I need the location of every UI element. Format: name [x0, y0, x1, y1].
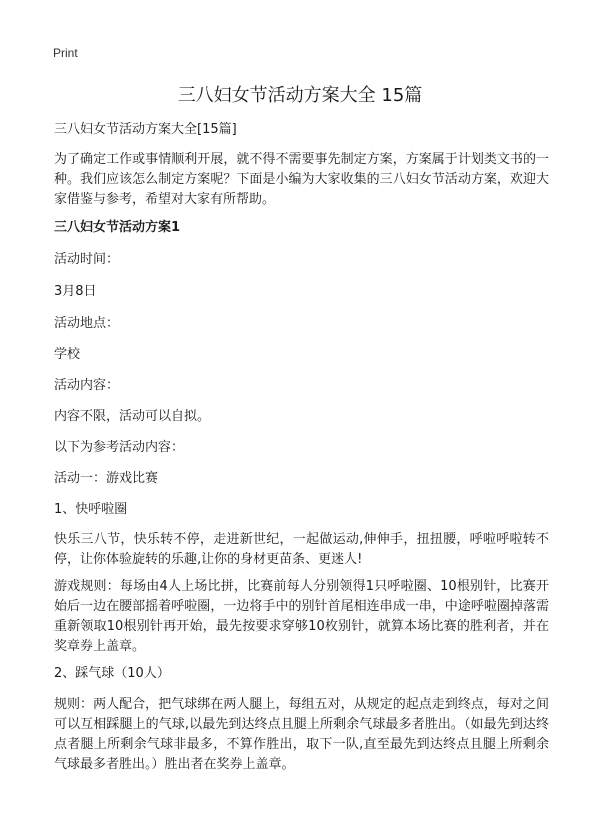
content-label: 活动内容：	[54, 378, 120, 393]
content-value: 内容不限，活动可以自拟。	[54, 409, 211, 424]
document-title: 三八妇女节活动方案大全 15篇	[177, 85, 423, 106]
place-label: 活动地点：	[54, 316, 120, 331]
intro-paragraph: 为了确定工作或事情顺利开展，就不得不需要事先制定方案，方案属于计划类文书的一种。我们应该怎么制定方案呢？下面是小编为大家收集的三八妇女节活动方案，欢迎大家借鉴与参考，希望对大家有所帮助。	[54, 152, 549, 207]
game2-title: 2、踩气球（10人）	[54, 666, 170, 681]
section-heading: 三八妇女节活动方案1	[54, 220, 181, 235]
game1-title: 1、快呼啦圈	[54, 502, 128, 517]
game1-rules: 游戏规则：每场由4人上场比拼，比赛前每人分别领得1只呼啦圈、10根别针，比赛开始后一边在腰部摇着呼啦圈，一边将手中的别针首尾相连串成一串，中途呼啦圈掉落需重新领取10根别针再开始，最先按要求穿够10枚别针，就算本场比赛的胜利者，并在奖章券上盖章。	[54, 579, 549, 654]
place-value: 学校	[54, 347, 81, 362]
print-label[interactable]: Print	[53, 46, 78, 60]
time-value: 3月8日	[54, 284, 97, 299]
game1-description: 快乐三八节，快乐转不停，走进新世纪，一起做运动,伸伸手，扭扭腰，呼啦呼啦转不停，让你体验旋转的乐趣,让你的身材更苗条、更迷人!	[54, 532, 549, 567]
activity-one-heading: 活动一：游戏比赛	[54, 471, 159, 486]
reference-label: 以下为参考活动内容：	[54, 440, 185, 455]
document-subtitle: 三八妇女节活动方案大全[15篇]	[54, 122, 237, 137]
time-label: 活动时间：	[54, 252, 120, 267]
game2-rules: 规则：两人配合，把气球绑在两人腿上，每组五对，从规定的起点走到终点，每对之间可以互相踩腿上的气球,以最先到达终点且腿上所剩余气球最多者胜出。（如最先到达终点者腿上所剩余气球非最多，不算作胜出，取下一队,直至最先到达终点且腿上所剩余气球最多者胜出。）胜出者在奖券上盖章。	[54, 697, 549, 772]
